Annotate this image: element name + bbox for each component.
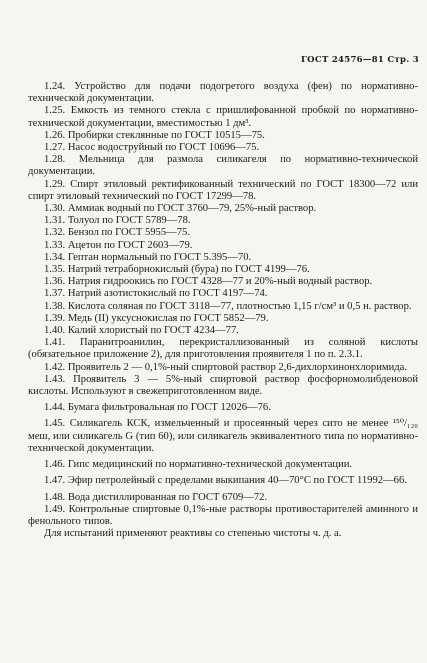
page-header: ГОСТ 24576—81 Стр. 3 [301,55,419,65]
list-item: 1.47. Эфир петролейный с пределами выкипания 40—70°С по ГОСТ 11992—66. [44,475,407,487]
closing-note: Для испытаний применяют реактивы со степенью чистоты ч. д. а. [44,528,342,540]
list-item: 1.48. Вода дистиллированная по ГОСТ 6709—72. [44,491,268,503]
list-item: 1.45. Силикагель КСК, измельченный и просеянный через сито не менее ¹⁵⁰/₁₂₀ меш, или силикагель G (тип 60), или силикагель эквивалентного типа по нормативно-технической документации. [28,418,418,454]
list-item: 1.43. Проявитель 3 — 5%-ный спиртовой раствор фосфорномолибденовой кислоты. Используют в свежеприготовленном виде. [28,373,418,398]
list-item: 1.25. Емкость из темного стекла с пришлифованной пробкой по нормативно-технической документации, вместимостью 1 дм³. [28,105,418,129]
list-item: 1.39. Медь (II) уксуснокислая по ГОСТ 5852—79. [44,312,269,324]
list-item: 1.40. Калий хлористый по ГОСТ 4234—77. [44,325,239,337]
list-item: 1.38. Кислота соляная по ГОСТ 3118—77, плотностью 1,15 г/см³ и 0,5 н. раствор. [44,300,412,312]
list-item: 1.42. Проявитель 2 — 0,1%-ный спиртовой раствор 2,6-дихлорхинонхлоримида. [44,361,408,373]
list-item: 1.36. Натрия гидроокись по ГОСТ 4328—77 и 20%-ный водный раствор. [44,276,373,288]
list-item: 1.34. Гептан нормальный по ГОСТ 5.395—70. [44,251,252,263]
list-item: 1.32. Бензол по ГОСТ 5955—75. [44,227,190,239]
list-item: 1.46. Гипс медицинский по нормативно-технической документации. [44,459,353,471]
list-item: 1.26. Пробирки стеклянные по ГОСТ 10515—75. [44,129,265,141]
list-item: 1.49. Контрольные спиртовые 0,1%-ные растворы противостарителей аминного и фенольного типов. [28,503,418,527]
list-item: 1.41. Паранитроанилин, перекристаллизованный из соляной кислоты (обязательное приложение 2), для приготовления проявителя 1 по п. 2.3.1. [28,337,418,361]
list-item: 1.33. Ацетон по ГОСТ 2603—79. [44,239,193,251]
list-item: 1.29. Спирт этиловый ректификованный технический по ГОСТ 18300—72 или спирт этиловый технический по ГОСТ 17299—78. [28,178,418,202]
list-item: 1.44. Бумага фильтровальная по ГОСТ 12026—76. [44,402,271,414]
document-body [28,81,418,540]
list-item: 1.30. Аммиак водный по ГОСТ 3760—79, 25%-ный раствор. [44,203,317,215]
list-item: 1.31. Толуол по ГОСТ 5789—78. [44,215,191,227]
list-item: 1.27. Насос водоструйный по ГОСТ 10696—75. [44,142,260,154]
list-item: 1.28. Мельница для размола силикагеля по нормативно-технической документации. [28,154,418,178]
list-item: 1.37. Натрий азотистокислый по ГОСТ 4197—74. [44,288,268,300]
list-item: 1.24. Устройство для подачи подогретого воздуха (фен) по нормативно-технической документации. [28,81,418,105]
list-item: 1.35. Натрий тетраборнокислый (бура) по ГОСТ 4199—76. [44,264,310,276]
